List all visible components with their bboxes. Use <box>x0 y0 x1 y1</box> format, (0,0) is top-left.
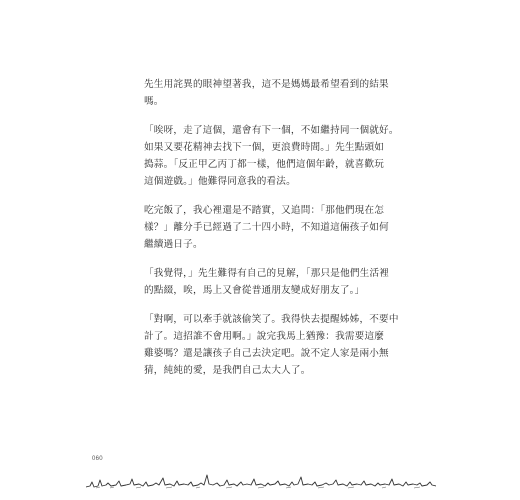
text-line: 搗蒜。「反正甲乙丙丁都一樣，他們這個年齡，就喜歡玩 <box>144 159 385 170</box>
text-line: 吃完飯了，我心裡還是不踏實，又追問：「那他們現在怎 <box>144 205 385 216</box>
paragraph-1 <box>144 76 389 110</box>
text-line: 雞婆嗎？還是讓孩子自己去決定吧。說不定人家是兩小無 <box>144 348 389 359</box>
paragraph-5 <box>144 311 399 379</box>
text-line: 「我覺得，」先生難得有自己的見解，「那只是他們生活裡 <box>144 268 390 279</box>
body-text <box>144 76 399 391</box>
paragraph-2 <box>144 122 399 190</box>
text-line: 繼續過日子。 <box>144 239 203 250</box>
text-line: 「唉呀，走了這個，還會有下一個，不如繼持同一個就好。 <box>144 125 399 136</box>
text-line: 先生用詫異的眼神望著我，這不是媽媽最希望看到的結果 <box>144 79 389 90</box>
text-line: 如果又要花精神去找下一個，更浪費時間。」先生點頭如 <box>144 142 385 153</box>
text-line: 的點綴，唉，馬上又會從普通朋友變成好朋友了。」 <box>144 285 365 296</box>
text-line: 「對啊，可以牽手就該偷笑了。我得快去提醒姊姊，不要中 <box>144 314 399 325</box>
text-line: 嗎。 <box>144 96 164 107</box>
paragraph-4 <box>144 265 390 299</box>
sketch-shading <box>96 487 420 488</box>
sketch-baseline <box>86 475 436 487</box>
text-line: 計了。這招誰不會用啊。」說完我馬上猶豫：我需要這麼 <box>144 331 385 342</box>
page-number: 060 <box>92 456 103 462</box>
grass-sketch-decoration <box>86 470 436 492</box>
text-line: 這個遊戲。」他難得同意我的看法。 <box>144 176 296 187</box>
paragraph-3 <box>144 202 389 253</box>
text-line: 猜，純純的愛，是我們自己太大人了。 <box>144 365 311 376</box>
text-line: 樣？」離分手已經過了二十四小時，不知道這倆孩子如何 <box>144 222 389 233</box>
